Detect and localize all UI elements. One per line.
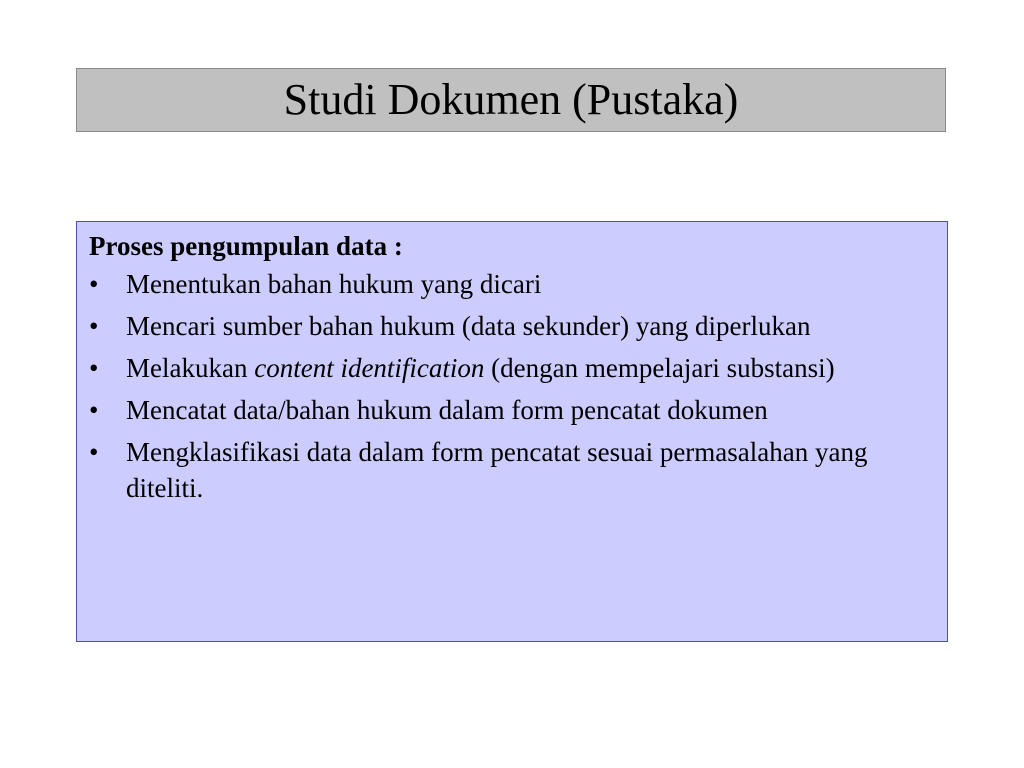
list-item-text: Mencari sumber bahan hukum (data sekunder) yang diperlukan bbox=[126, 311, 811, 341]
bullet-icon: • bbox=[89, 437, 99, 467]
slide-title: Studi Dokumen (Pustaka) bbox=[283, 75, 739, 124]
content-box bbox=[76, 221, 948, 642]
list-item-text-pre: Melakukan bbox=[126, 353, 255, 383]
bullet-icon: • bbox=[89, 395, 99, 425]
content-heading: Proses pengumpulan data : bbox=[89, 231, 403, 261]
bullet-icon: • bbox=[89, 269, 99, 299]
bullet-icon: • bbox=[89, 353, 99, 383]
list-item bbox=[89, 308, 937, 344]
list-item-text-emphasis: content identification bbox=[254, 353, 485, 383]
list-item-text: Mencatat data/bahan hukum dalam form pencatat dokumen bbox=[126, 395, 768, 425]
bullet-list bbox=[89, 266, 937, 506]
bullet-icon: • bbox=[89, 311, 99, 341]
slide-title-box bbox=[76, 68, 946, 132]
list-item-text-post: (dengan mempelajari substansi) bbox=[484, 353, 835, 383]
list-item-text: Menentukan bahan hukum yang dicari bbox=[126, 269, 542, 299]
list-item bbox=[89, 392, 937, 428]
list-item bbox=[89, 350, 937, 386]
list-item bbox=[89, 434, 937, 506]
list-item-text: Mengklasifikasi data dalam form pencatat sesuai permasalahan yang diteliti. bbox=[126, 437, 868, 503]
list-item bbox=[89, 266, 937, 302]
